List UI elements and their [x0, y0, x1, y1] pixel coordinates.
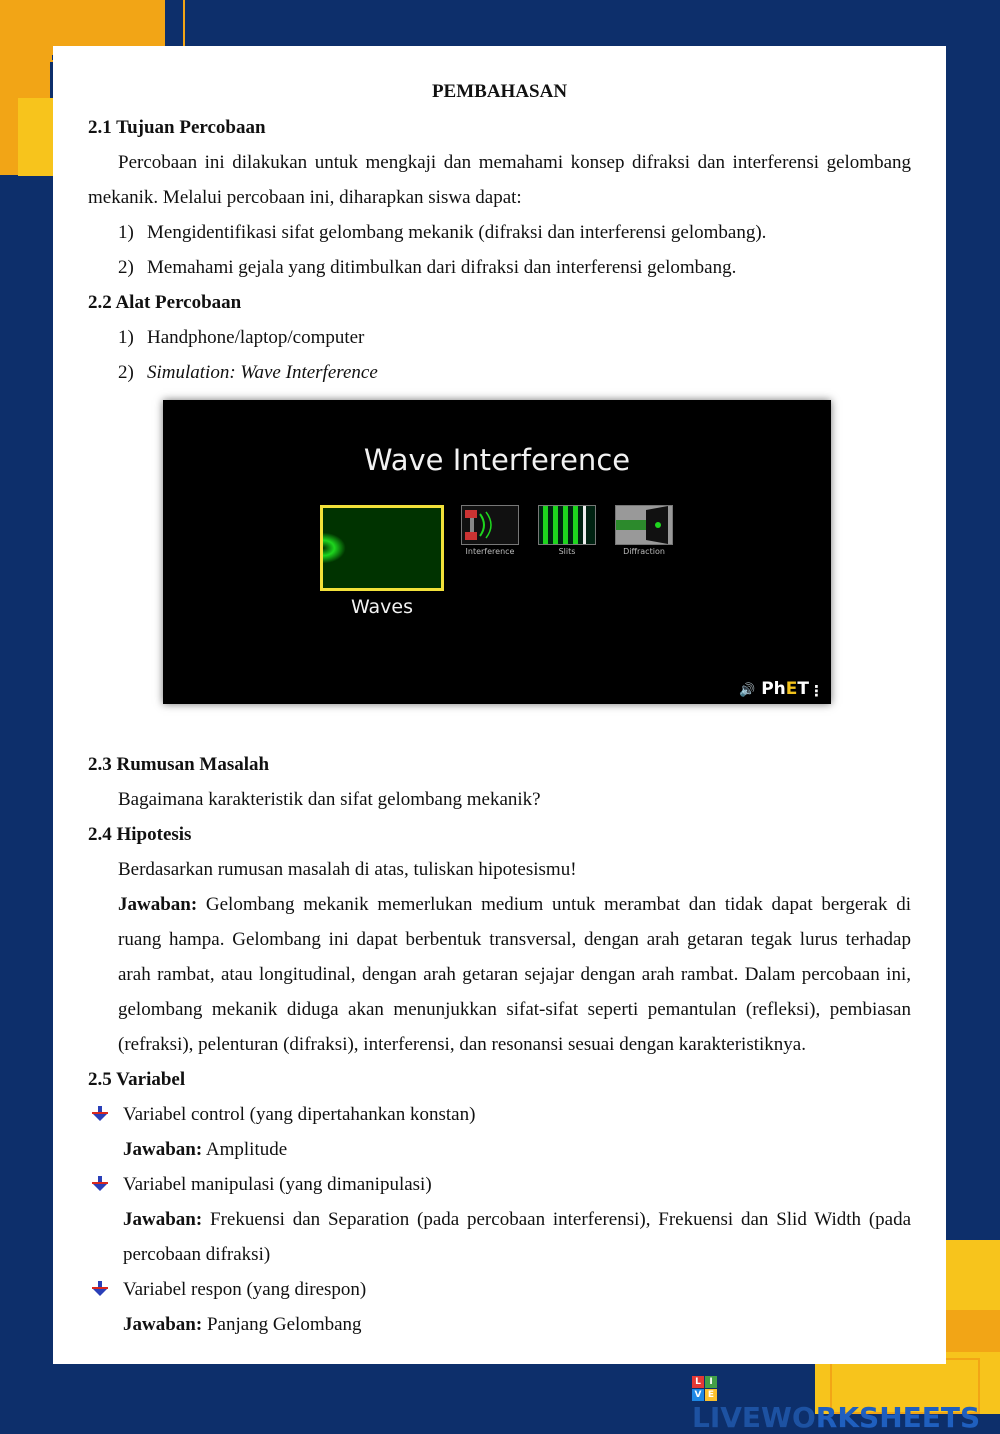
list-item	[118, 250, 911, 285]
list-number: 1)	[118, 222, 134, 243]
waves-illustration	[323, 508, 441, 588]
variable-item	[88, 1167, 911, 1202]
diffraction-screen-thumbnail[interactable]	[615, 505, 673, 545]
list-text: Simulation: Wave Interference	[147, 362, 378, 383]
variable-item	[88, 1272, 911, 1307]
answer-label: Jawaban:	[123, 1139, 203, 1160]
phet-brand-e: E	[785, 679, 798, 699]
answer-label: Jawaban:	[123, 1314, 203, 1335]
diffraction-label: Diffraction	[623, 547, 665, 556]
watermark-text-a: LIVEW	[692, 1401, 792, 1434]
list-text: Handphone/laptop/computer	[147, 327, 365, 348]
list-number: 1)	[118, 327, 134, 348]
answer-label: Jawaban:	[123, 1209, 203, 1230]
variable-label: Variabel control (yang dipertahankan konstan)	[123, 1104, 476, 1125]
diffraction-illustration	[616, 506, 672, 544]
section-paragraph: Percobaan ini dilakukan untuk mengkaji dan memahami konsep difraksi dan interferensi gelombang mekanik. Melalui percobaan ini, diharapkan siswa dapat:	[88, 152, 911, 208]
section-heading-hipotesis: 2.4 Hipotesis	[88, 824, 192, 845]
hypothesis-answer	[118, 887, 911, 1062]
phet-brand-suffix: T	[797, 679, 809, 699]
list-item	[118, 215, 911, 250]
slits-screen-thumbnail[interactable]	[538, 505, 596, 545]
section-heading-alat: 2.2 Alat Percobaan	[88, 292, 242, 313]
section-heading-rumusan: 2.3 Rumusan Masalah	[88, 754, 270, 775]
waves-label: Waves	[350, 596, 414, 618]
phet-brand-prefix: Ph	[761, 679, 786, 699]
list-item	[118, 320, 911, 355]
liveworksheets-logo-icon: L I V E	[692, 1376, 718, 1402]
variable-answer	[123, 1307, 911, 1342]
answer-text: Amplitude	[205, 1139, 288, 1160]
arrow-bullet-icon	[88, 1167, 123, 1202]
list-number: 2)	[118, 362, 134, 383]
worksheet-content	[88, 74, 911, 1342]
slits-illustration	[539, 506, 595, 544]
answer-label: Jawaban:	[118, 894, 198, 915]
variable-item	[88, 1097, 911, 1132]
hypothesis-prompt: Berdasarkan rumusan masalah di atas, tuliskan hipotesismu!	[118, 859, 577, 880]
simulation-title: Wave Interference	[363, 443, 631, 477]
section-heading-variabel: 2.5 Variabel	[88, 1069, 186, 1090]
interference-illustration	[462, 506, 518, 544]
variable-label: Variabel manipulasi (yang dimanipulasi)	[123, 1174, 432, 1195]
liveworksheets-watermark	[692, 1376, 1000, 1434]
problem-statement: Bagaimana karakteristik dan sifat gelombang mekanik?	[118, 789, 541, 810]
figure-container	[88, 390, 911, 747]
watermark-text-c: RKSHEETS	[815, 1401, 981, 1434]
interference-screen-thumbnail[interactable]	[461, 505, 519, 545]
arrow-bullet-icon	[88, 1097, 123, 1132]
answer-text: Gelombang mekanik memerlukan medium untuk merambat dan tidak dapat bergerak di ruang hampa. Gelombang ini dapat berbentuk transversal, dengan arah getaran tegak lurus terhadap arah rambat, atau longitudinal, dengan arah getaran sejajar dengan arah rambat. Dalam percobaan ini, gelombang mekanik diduga akan menunjukkan sifat-sifat seperti pemantulan (refleksi), pembiasan (refraksi), pelenturan (difraksi), interferensi, dan resonansi sesuai dengan karakteristiknya.	[118, 894, 911, 1055]
watermark-text-b: O	[791, 1401, 816, 1434]
answer-text: Frekuensi dan Separation (pada percobaan interferensi), Frekuensi dan Slid Width (pada percobaan difraksi)	[123, 1209, 912, 1265]
list-text: Memahami gejala yang ditimbulkan dari difraksi dan interferensi gelombang.	[147, 257, 737, 278]
answer-text: Panjang Gelombang	[206, 1314, 362, 1335]
waves-screen-thumbnail[interactable]	[320, 505, 444, 591]
menu-icon[interactable]: ⋮	[809, 682, 824, 700]
list-text: Mengidentifikasi sifat gelombang mekanik (difraksi dan interferensi gelombang).	[147, 222, 767, 243]
list-item	[118, 355, 911, 390]
interference-label: Interference	[465, 547, 515, 556]
variable-label: Variabel respon (yang direspon)	[123, 1279, 367, 1300]
variable-answer	[123, 1202, 911, 1272]
section-heading-tujuan: 2.1 Tujuan Percobaan	[88, 117, 266, 138]
slits-label: Slits	[558, 547, 576, 556]
arrow-bullet-icon	[88, 1272, 123, 1307]
variable-answer	[123, 1132, 911, 1167]
phet-simulation-screenshot	[163, 400, 831, 704]
worksheet-page	[53, 46, 946, 1364]
sound-icon[interactable]: 🔊	[739, 683, 756, 698]
list-number: 2)	[118, 257, 134, 278]
page-title: PEMBAHASAN	[431, 81, 568, 102]
phet-logo	[739, 679, 809, 701]
